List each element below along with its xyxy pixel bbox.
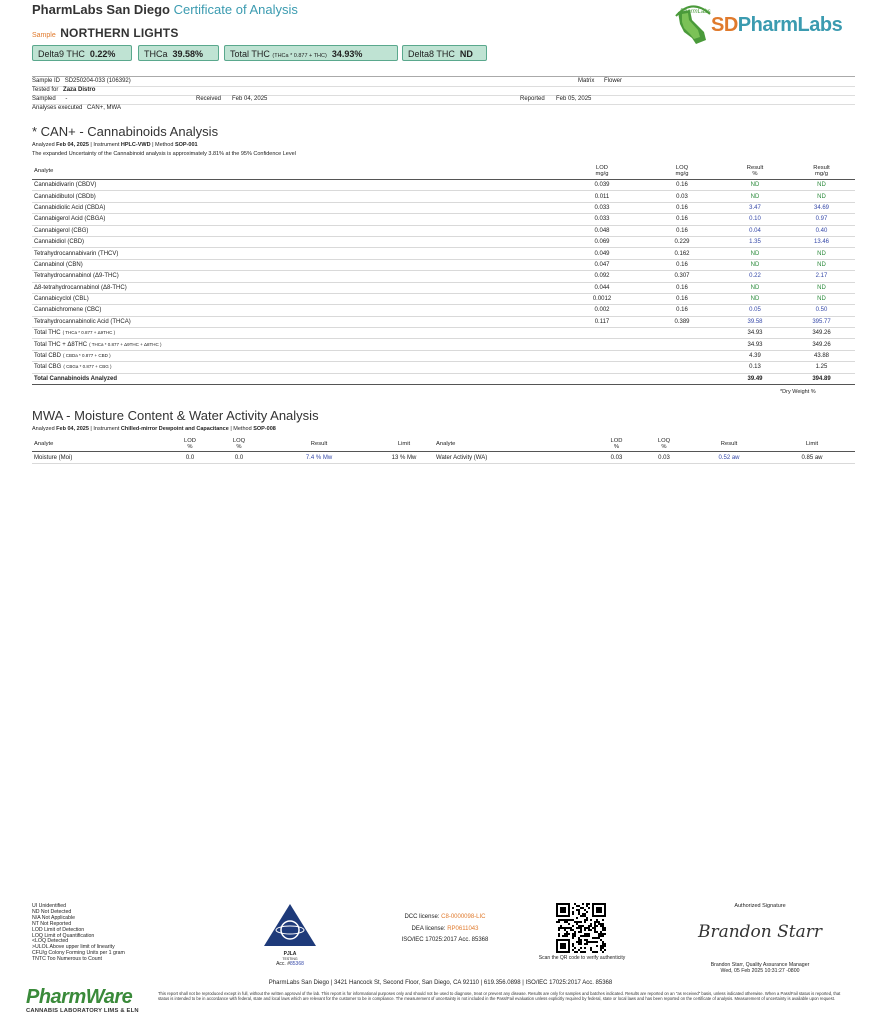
- lod-value: 0.002: [562, 305, 642, 316]
- page-header: [32, 2, 298, 17]
- lab-name: PharmLabs San Diego: [32, 2, 170, 17]
- analyte-name: Cannabichromene (CBC): [32, 305, 562, 316]
- moisture-result: 7.4 % Mw: [264, 452, 374, 464]
- badge-thca: THCa 39.58%: [138, 45, 219, 61]
- table-row: [32, 248, 855, 259]
- sdpharmlabs-logo: [668, 4, 858, 46]
- result-mg: 0.50: [788, 305, 855, 316]
- pjla-name: PJLA: [283, 951, 297, 957]
- sampled-value: -: [65, 96, 68, 102]
- mwa-meta: Analyzed Feb 04, 2025 | Instrument Chilled-mirror Dewpoint and Capacitance | Method SOP-008: [32, 426, 276, 432]
- loq-value: 0.162: [642, 248, 722, 259]
- analyte-name: Cannabicyclol (CBL): [32, 293, 562, 304]
- result-pct: ND: [722, 259, 788, 270]
- total-pct: 4.39: [722, 350, 788, 361]
- water-activity-name: Water Activity (WA): [434, 452, 594, 464]
- loq-value: 0.16: [642, 293, 722, 304]
- info-row-dates: Sampled - Received Feb 04, 2025 Reported Feb 05, 2025: [32, 95, 855, 105]
- sample-id: SD250204-033 (106392): [64, 78, 131, 84]
- info-row-sample-id: Sample ID SD250204-033 (106392) Matrix Flower: [32, 77, 855, 87]
- signer-name-title: Brandon Starr, Quality Assurance Manager: [710, 962, 810, 968]
- pjla-acc: Acc. #85368: [276, 961, 304, 967]
- total-row: [32, 362, 855, 373]
- legend-item: TNTC Too Numerous to Count: [32, 956, 102, 963]
- analyte-name: Cannabidivarin (CBDV): [32, 180, 562, 191]
- lod-value: 0.033: [562, 202, 642, 213]
- analyte-name: Tetrahydrocannabinolic Acid (THCA): [32, 316, 562, 327]
- total-name: Total CBD ( CBDa * 0.877 + CBD ): [32, 350, 562, 361]
- table-row: [32, 271, 855, 282]
- document-type: Certificate of Analysis: [173, 2, 298, 17]
- footer-address: PharmLabs San Diego | 3421 Hancock St, Second Floor, San Diego, CA 92110 | 619.356.0898 | ISO/IEC 17025:2017 Acc. 85368: [268, 980, 613, 986]
- loq-value: 0.03: [642, 191, 722, 202]
- badge-delta8-thc: Delta8 THC ND: [402, 45, 487, 61]
- lod-value: 0.039: [562, 180, 642, 191]
- footer-disclaimer: This report shall not be reproduced except in full, without the written approval of the lab. This report is for informational purposes only and should not be used to diagnose, treat or prevent any disease. Results are only for samples and batches indicated. Results are reported on an "as received" basis, unless indicated otherwise. When a Pass/Fail status is reported, that status is intended to be in accordance with federal, state and local laws which are relevant for the customer to be in compliance. The measurement of uncertainty is not included in the Pass/Fail evaluation unless explicitly required by federal, state or local laws and has been reported on the certificate of analysis. Measurement of uncertainty is available upon request.: [158, 991, 841, 1001]
- table-row: [32, 225, 855, 236]
- total-mg: 349.26: [788, 339, 855, 350]
- signer-info: [680, 962, 840, 974]
- california-map-icon: [668, 4, 716, 46]
- loq-value: 0.16: [642, 202, 722, 213]
- tested-for-value: Zaza Distro: [63, 87, 96, 93]
- dea-license: RP0611043: [447, 925, 479, 932]
- loq-value: 0.16: [642, 180, 722, 191]
- loq-value: 0.389: [642, 316, 722, 327]
- total-row: [32, 328, 855, 339]
- badge-delta9-thc: Delta9 THC 0.22%: [32, 45, 132, 61]
- total-row: [32, 350, 855, 361]
- legend-item: NT Not Reported: [32, 920, 72, 927]
- abbreviation-legend: [32, 904, 125, 963]
- loq-value: 0.16: [642, 214, 722, 225]
- pjla-triangle-icon: [262, 902, 318, 948]
- total-row: [32, 339, 855, 350]
- result-pct: 1.35: [722, 236, 788, 247]
- table-row: [32, 191, 855, 202]
- table-row: [32, 316, 855, 327]
- result-mg: ND: [788, 259, 855, 270]
- uncertainty-note: The expanded Uncertainty of the Cannabinoid analysis is approximately 3.81% at the 95% Confidence Level: [32, 151, 296, 157]
- table-row: [32, 305, 855, 316]
- legend-item: UI Unidentified: [32, 903, 67, 909]
- signature-datetime: Wed, 05 Feb 2025 10:31:27 -0800: [720, 968, 800, 974]
- received-value: Feb 04, 2025: [232, 96, 268, 102]
- total-name: Total Cannabinoids Analyzed: [32, 373, 562, 384]
- result-pct: 0.22: [722, 271, 788, 282]
- sample-heading: [32, 24, 179, 42]
- result-mg: ND: [788, 248, 855, 259]
- pjla-logo: [262, 902, 318, 966]
- badge-total-thc: Total THC (THCa * 0.877 + THC) 34.93%: [224, 45, 398, 61]
- table-row: [32, 282, 855, 293]
- iso-accreditation: ISO/IEC 17025:2017 Acc. 85368: [401, 937, 489, 943]
- signature-script: Brandon Starr: [697, 922, 823, 942]
- legend-item: >ULOL Above upper limit of linearity: [32, 944, 115, 951]
- cannabinoids-meta: Analyzed Feb 04, 2025 | Instrument HPLC-VWD | Method SOP-001: [32, 142, 198, 148]
- analyses-value: CAN+, MWA: [87, 105, 121, 111]
- analyte-name: Cannabidiol (CBD): [32, 236, 562, 247]
- total-name: Total CBG ( CBGa * 0.877 + CBG ): [32, 362, 562, 373]
- loq-value: 0.16: [642, 305, 722, 316]
- result-mg: 34.69: [788, 202, 855, 213]
- total-mg: 1.25: [788, 362, 855, 373]
- pjla-sub: TESTING: [282, 957, 298, 961]
- total-mg: 394.89: [788, 373, 855, 384]
- lod-value: 0.047: [562, 259, 642, 270]
- total-name: Total THC + Δ8THC ( THCa * 0.877 + Δ9THC + Δ8THC ): [32, 339, 562, 350]
- sample-label: Sample: [32, 32, 56, 39]
- col-lod: LOD mg/g: [562, 163, 642, 180]
- lod-value: 0.044: [562, 282, 642, 293]
- result-mg: ND: [788, 191, 855, 202]
- result-pct: ND: [722, 180, 788, 191]
- loq-value: 0.16: [642, 225, 722, 236]
- result-mg: 0.97: [788, 214, 855, 225]
- result-mg: 13.46: [788, 236, 855, 247]
- info-row-tested-for: Tested for Zaza Distro: [32, 86, 855, 96]
- sample-name: NORTHERN LIGHTS: [60, 26, 179, 40]
- table-row: Moisture (Moi) 0.0 0.0 7.4 % Mw 13 % Mw Water Activity (WA) 0.03 0.03 0.52 aw 0.85 aw: [32, 452, 855, 464]
- licenses-block: DCC license: C8-0000098-LIC DEA license: RP0611043 ISO/IEC 17025:2017 Acc. 85368: [380, 912, 510, 947]
- result-mg: ND: [788, 282, 855, 293]
- total-mg: 43.88: [788, 350, 855, 361]
- col-loq: LOQ mg/g: [642, 163, 722, 180]
- signature-heading: Authorized Signature: [734, 903, 786, 909]
- qr-code[interactable]: [556, 903, 606, 953]
- table-row: [32, 202, 855, 213]
- result-pct: 0.10: [722, 214, 788, 225]
- table-row: [32, 180, 855, 191]
- legend-item: CFU/g Colony Forming Units per 1 gram: [32, 950, 125, 957]
- result-mg: ND: [788, 293, 855, 304]
- table-row: [32, 293, 855, 304]
- result-pct: ND: [722, 191, 788, 202]
- total-pct: 34.93: [722, 328, 788, 339]
- table-row: [32, 236, 855, 247]
- result-pct: ND: [722, 282, 788, 293]
- qr-caption: Scan the QR code to verify authenticity: [538, 955, 626, 961]
- lod-value: 0.117: [562, 316, 642, 327]
- lod-value: 0.011: [562, 191, 642, 202]
- lod-value: 0.048: [562, 225, 642, 236]
- reported-value: Feb 05, 2025: [556, 96, 592, 102]
- total-pct: 34.93: [722, 339, 788, 350]
- total-pct: 0.13: [722, 362, 788, 373]
- table-row: [32, 214, 855, 225]
- col-result-mg: Result mg/g: [788, 163, 855, 180]
- qr-code-icon: [556, 903, 606, 953]
- mwa-header-row: Analyte LOD % LOQ % Result Limit Analyte LOD % LOQ % Result Limit: [32, 437, 855, 452]
- matrix-value: Flower: [604, 78, 623, 84]
- lod-value: 0.069: [562, 236, 642, 247]
- analyte-name: Tetrahydrocannabivarin (THCV): [32, 248, 562, 259]
- loq-value: 0.16: [642, 282, 722, 293]
- legend-item: N/A Not Applicable: [32, 914, 75, 921]
- result-pct: 0.05: [722, 305, 788, 316]
- legend-item: <LOQ Detected: [32, 938, 69, 945]
- result-mg: ND: [788, 180, 855, 191]
- col-result-pct: Result %: [722, 163, 788, 180]
- analyte-name: Δ8-tetrahydrocannabinol (Δ8-THC): [32, 282, 562, 293]
- table-header-row: [32, 163, 855, 180]
- table-row: [32, 259, 855, 270]
- result-pct: 39.58: [722, 316, 788, 327]
- pharmware-logo: [26, 986, 142, 1014]
- lod-value: 0.049: [562, 248, 642, 259]
- result-pct: 3.47: [722, 202, 788, 213]
- lod-value: 0.033: [562, 214, 642, 225]
- pharmware-sub: CANNABIS LABORATORY LIMS & ELN: [26, 1008, 139, 1014]
- lod-value: 0.092: [562, 271, 642, 282]
- cannabinoids-title: * CAN+ - Cannabinoids Analysis: [32, 124, 219, 139]
- analyte-name: Cannabigerol (CBG): [32, 225, 562, 236]
- logo-sd: SD: [711, 14, 738, 36]
- mwa-table: [32, 437, 855, 464]
- cannabinoids-table: [32, 163, 855, 385]
- analyte-name: Cannabinol (CBN): [32, 259, 562, 270]
- water-activity-result: 0.52 aw: [689, 452, 769, 464]
- moisture-name: Moisture (Moi): [32, 452, 166, 464]
- legend-item: ND Not Detected: [32, 908, 72, 915]
- legend-item: LOQ Limit of Quantification: [32, 932, 95, 939]
- total-mg: 349.26: [788, 328, 855, 339]
- result-mg: 0.40: [788, 225, 855, 236]
- logo-arc-text: PharmLabs: [680, 9, 711, 15]
- total-pct: 39.49: [722, 373, 788, 384]
- loq-value: 0.307: [642, 271, 722, 282]
- result-mg: 2.17: [788, 271, 855, 282]
- info-row-analyses: Analyses executed CAN+, MWA: [32, 105, 121, 111]
- col-analyte: Analyte: [32, 163, 562, 180]
- result-pct: ND: [722, 248, 788, 259]
- loq-value: 0.229: [642, 236, 722, 247]
- dcc-license: C8-0000098-LIC: [441, 914, 486, 920]
- result-pct: 0.04: [722, 225, 788, 236]
- mwa-title: MWA - Moisture Content & Water Activity Analysis: [32, 408, 319, 423]
- analyte-name: Tetrahydrocannabinol (Δ9-THC): [32, 271, 562, 282]
- pharmware-text: PharmWare: [26, 986, 133, 1008]
- loq-value: 0.16: [642, 259, 722, 270]
- analyte-name: Cannabidibutol (CBDb): [32, 191, 562, 202]
- lod-value: 0.0012: [562, 293, 642, 304]
- dry-weight-note: *Dry Weight %: [780, 389, 816, 395]
- total-row: [32, 373, 855, 384]
- result-mg: 395.77: [788, 316, 855, 327]
- total-name: Total THC ( THCa * 0.877 + Δ9THC ): [32, 328, 562, 339]
- analyte-name: Cannabigerol Acid (CBGA): [32, 214, 562, 225]
- analyte-name: Cannabidiolic Acid (CBDA): [32, 202, 562, 213]
- result-pct: ND: [722, 293, 788, 304]
- logo-pharmlabs: PharmLabs: [737, 14, 843, 36]
- logo-text: [711, 14, 842, 37]
- legend-item: LOD Limit of Detection: [32, 926, 85, 933]
